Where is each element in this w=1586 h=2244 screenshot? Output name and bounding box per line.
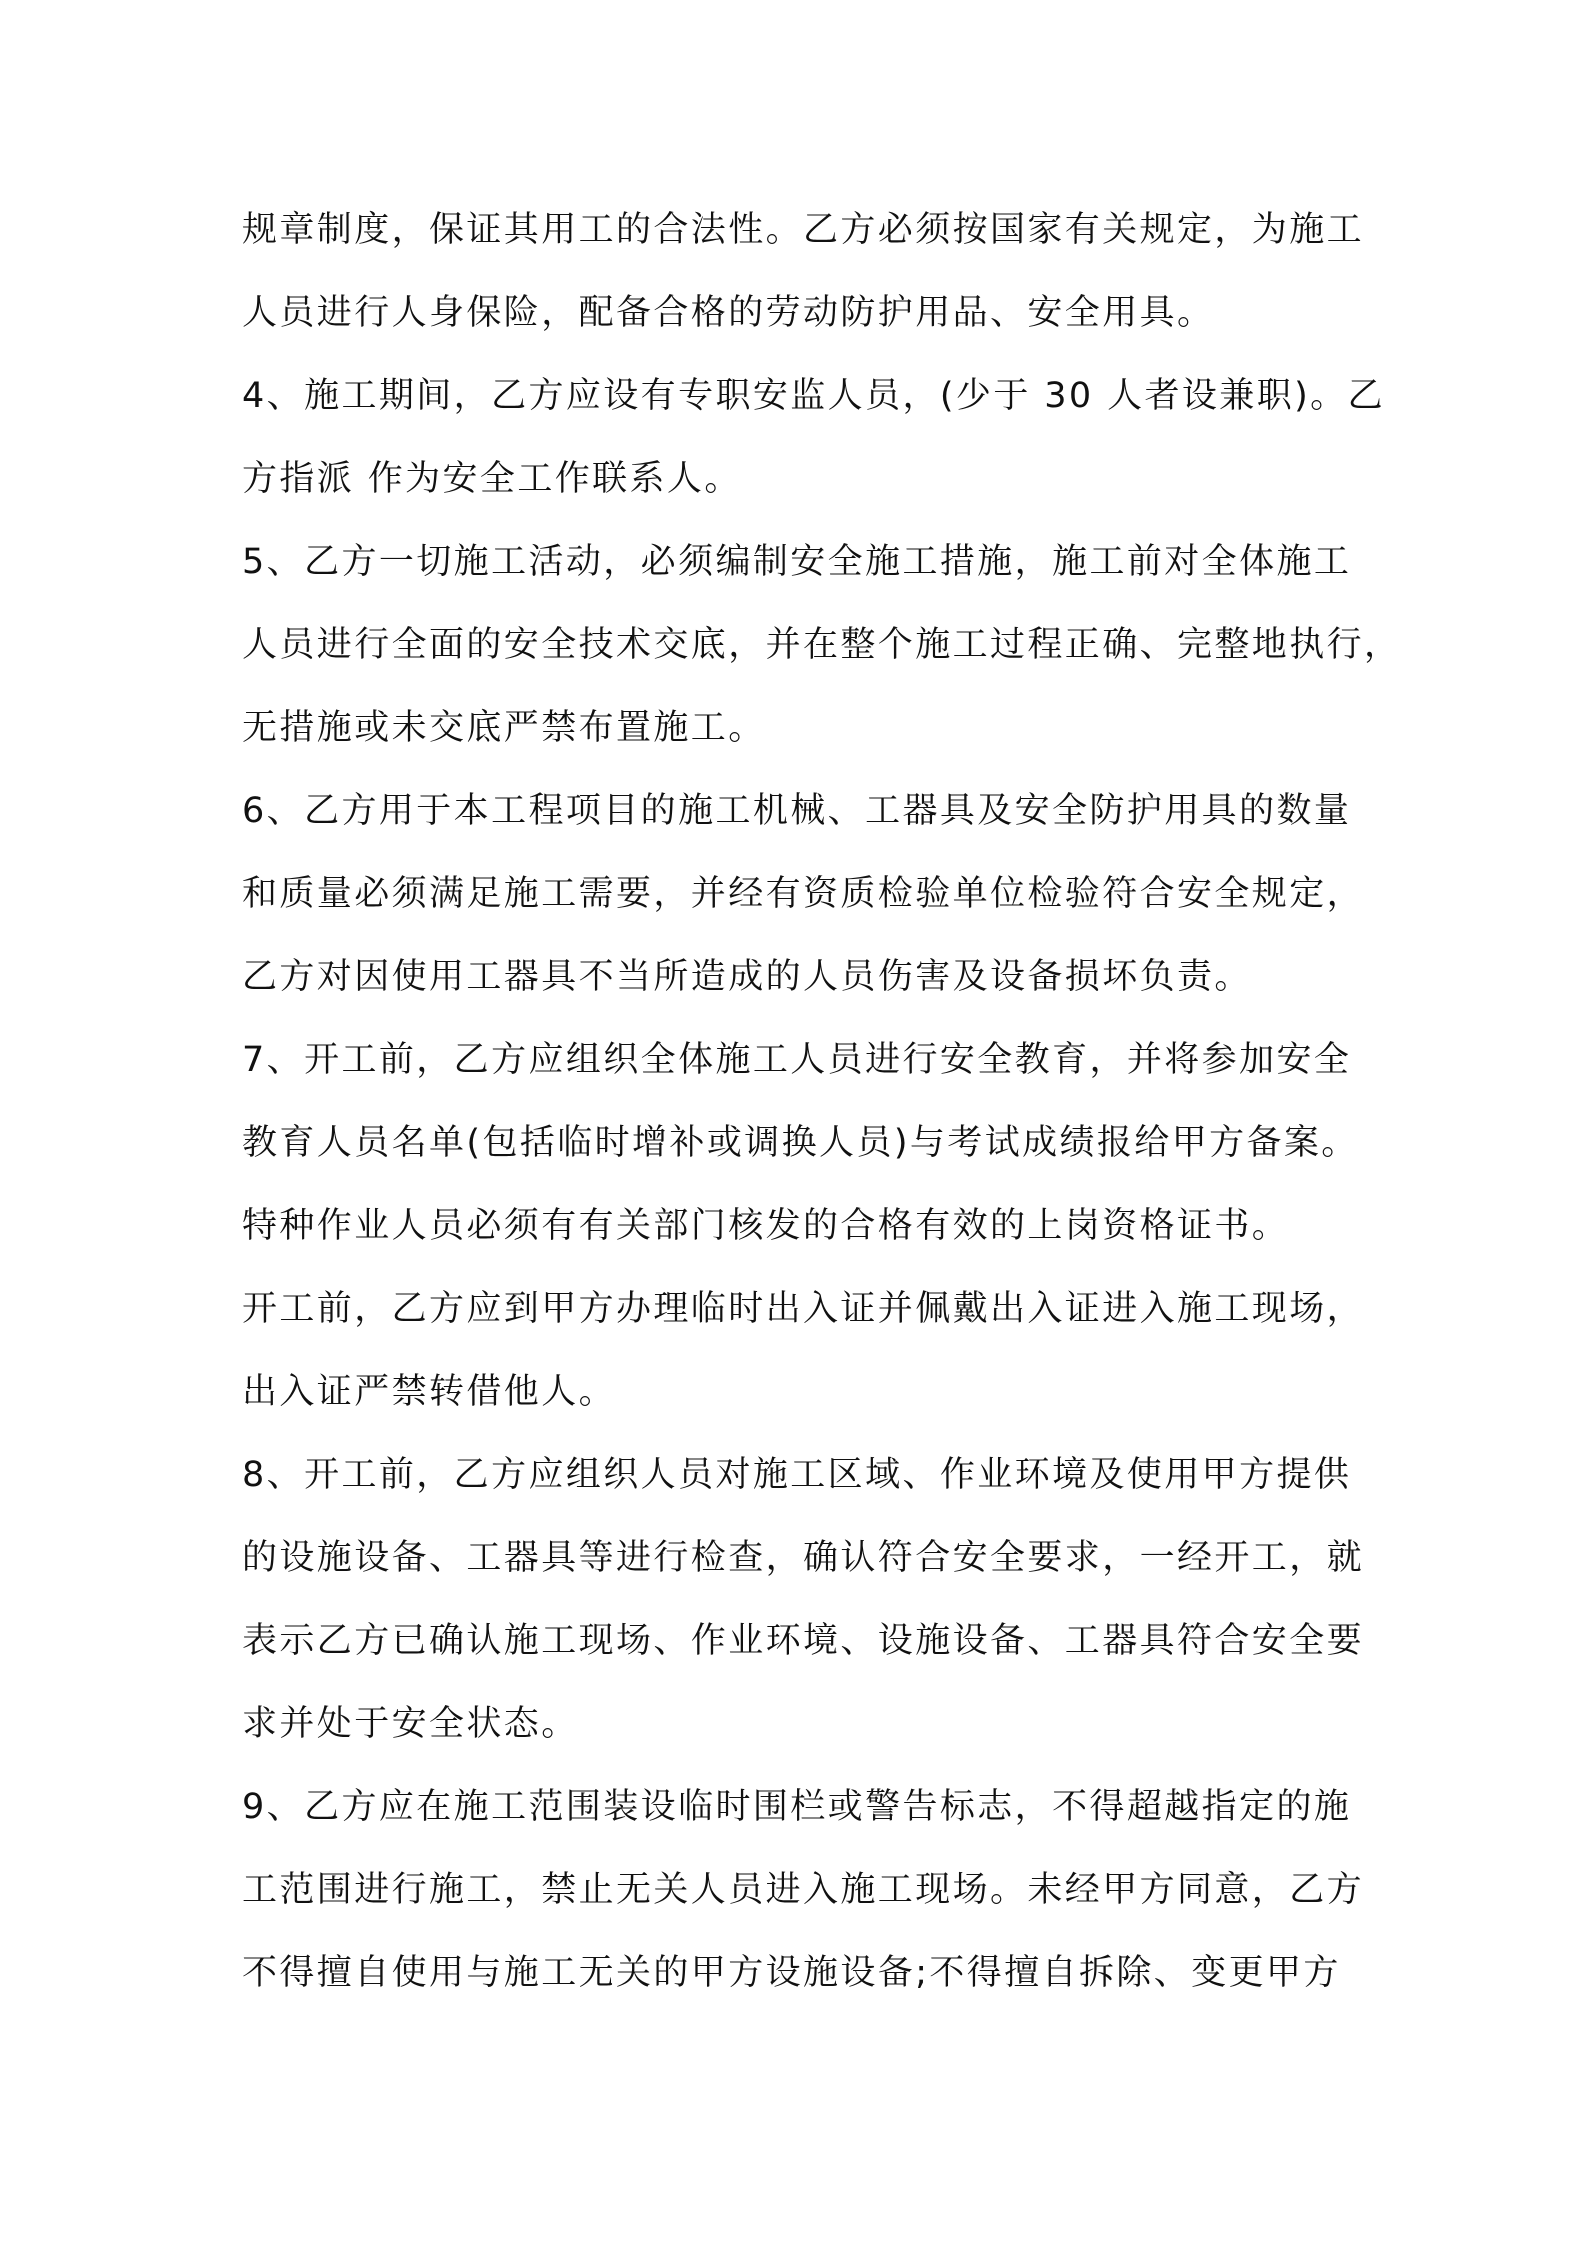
text-line: 人员进行人身保险，配备合格的劳动防护用品、安全用具。: [242, 293, 1215, 333]
text-line: 教育人员名单(包括临时增补或调换人员)与考试成绩报给甲方备案。: [242, 1123, 1359, 1163]
text-line: 人员进行全面的安全技术交底，并在整个施工过程正确、完整地执行，: [242, 625, 1402, 665]
text-line: 出入证严禁转借他人。: [242, 1372, 617, 1412]
text-line: 表示乙方已确认施工现场、作业环境、设施设备、工器具符合安全要: [242, 1621, 1365, 1661]
text-line: 的设施设备、工器具等进行检查，确认符合安全要求，一经开工，就: [242, 1538, 1365, 1578]
text-line: 和质量必须满足施工需要，并经有资质检验单位检验符合安全规定，: [242, 874, 1365, 914]
text-line: 无措施或未交底严禁布置施工。: [242, 708, 766, 748]
text-line: 开工前，乙方应到甲方办理临时出入证并佩戴出入证进入施工现场，: [242, 1289, 1365, 1329]
text-line: 6、乙方用于本工程项目的施工机械、工器具及安全防护用具的数量: [242, 791, 1352, 831]
text-line: 9、乙方应在施工范围装设临时围栏或警告标志，不得超越指定的施: [242, 1787, 1352, 1827]
text-line: 工范围进行施工，禁止无关人员进入施工现场。未经甲方同意，乙方: [242, 1870, 1365, 1910]
text-line: 乙方对因使用工器具不当所造成的人员伤害及设备损坏负责。: [242, 957, 1252, 997]
text-line: 7、开工前，乙方应组织全体施工人员进行安全教育，并将参加安全: [242, 1040, 1352, 1080]
text-line: 方指派 作为安全工作联系人。: [242, 459, 742, 499]
text-line: 5、乙方一切施工活动，必须编制安全施工措施，施工前对全体施工: [242, 542, 1352, 582]
text-line: 求并处于安全状态。: [242, 1704, 579, 1744]
text-line: 规章制度，保证其用工的合法性。乙方必须按国家有关规定，为施工: [242, 210, 1365, 250]
text-line: 不得擅自使用与施工无关的甲方设施设备;不得擅自拆除、变更甲方: [242, 1953, 1341, 1993]
text-line: 特种作业人员必须有有关部门核发的合格有效的上岗资格证书。: [242, 1206, 1290, 1246]
text-line: 4、施工期间，乙方应设有专职安监人员，(少于 30 人者设兼职)。乙: [242, 376, 1385, 416]
text-line: 8、开工前，乙方应组织人员对施工区域、作业环境及使用甲方提供: [242, 1455, 1352, 1495]
